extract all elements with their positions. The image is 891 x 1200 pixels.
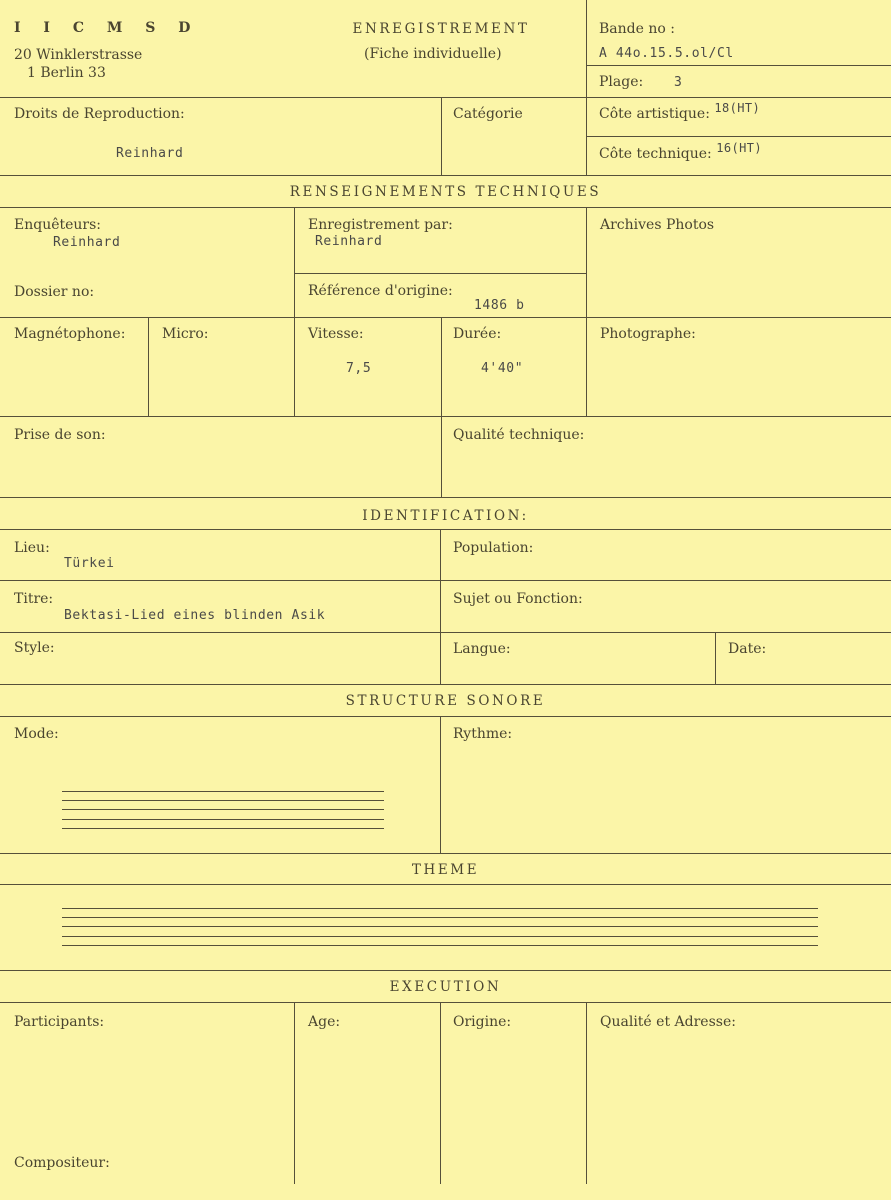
rule xyxy=(0,884,891,885)
bande-label: Bande no : xyxy=(599,21,675,37)
rule xyxy=(440,529,441,684)
rule xyxy=(294,207,295,416)
photographe-label: Photographe: xyxy=(600,326,696,342)
reference-label: Référence d'origine: xyxy=(308,283,453,299)
rule xyxy=(440,716,441,853)
mode-staff-line xyxy=(62,809,384,810)
cote-artistique-label xyxy=(599,101,761,122)
vitesse-value: 7,5 xyxy=(346,361,372,376)
lieu-value: Türkei xyxy=(64,556,115,571)
duree-value: 4'40" xyxy=(481,361,524,376)
age-label: Age: xyxy=(308,1014,341,1030)
reference-value: 1486 b xyxy=(474,298,525,313)
rule xyxy=(0,416,891,417)
theme-staff-line xyxy=(62,917,818,918)
section-execution-title: EXECUTION xyxy=(389,979,502,995)
rule xyxy=(0,684,891,685)
enregistrement-par-value: Reinhard xyxy=(315,234,383,249)
rule xyxy=(0,497,891,498)
rule xyxy=(0,970,891,971)
categorie-label: Catégorie xyxy=(453,106,523,122)
rule xyxy=(440,1002,441,1184)
rule xyxy=(586,207,587,416)
rule xyxy=(715,632,716,684)
rule xyxy=(0,175,891,176)
micro-label: Micro: xyxy=(162,326,209,342)
archives-photos-label: Archives Photos xyxy=(600,217,715,233)
droits-value: Reinhard xyxy=(116,146,184,161)
rule xyxy=(0,632,891,633)
rule xyxy=(148,317,149,416)
address-line-2: 1 Berlin 33 xyxy=(27,65,106,81)
form-title: ENREGISTREMENT xyxy=(352,21,530,37)
qualite-technique-label: Qualité technique: xyxy=(453,427,585,443)
rule xyxy=(441,97,442,175)
section-theme-title: THEME xyxy=(411,862,480,878)
form-subtitle: (Fiche individuelle) xyxy=(364,46,502,62)
rule xyxy=(0,1002,891,1003)
address-line-1: 20 Winklerstrasse xyxy=(14,47,143,63)
rule xyxy=(0,207,891,208)
mode-staff-line xyxy=(62,828,384,829)
participants-label: Participants: xyxy=(14,1014,105,1030)
rule xyxy=(0,97,891,98)
rule xyxy=(586,1002,587,1184)
enregistrement-par-label: Enregistrement par: xyxy=(308,217,453,233)
population-label: Population: xyxy=(453,540,534,556)
plage-label: Plage: xyxy=(599,74,644,90)
cote-artistique-label-text: Côte artistique: xyxy=(599,106,710,122)
mode-staff-line xyxy=(62,800,384,801)
cote-technique-value: 16(HT) xyxy=(716,141,762,155)
rule xyxy=(586,136,891,137)
magnetophone-label: Magnétophone: xyxy=(14,326,126,342)
cote-technique-label-text: Côte technique: xyxy=(599,146,712,162)
enqueteurs-value: Reinhard xyxy=(53,235,121,250)
style-label: Style: xyxy=(14,640,55,656)
cote-artistique-value: 18(HT) xyxy=(714,101,761,115)
bande-value: A 44o.15.5.ol/Cl xyxy=(599,46,734,61)
rule xyxy=(441,317,442,497)
prise-de-son-label: Prise de son: xyxy=(14,427,106,443)
mode-label: Mode: xyxy=(14,726,59,742)
langue-label: Langue: xyxy=(453,641,511,657)
dossier-label: Dossier no: xyxy=(14,284,95,300)
theme-staff-line xyxy=(62,936,818,937)
rule xyxy=(294,273,586,274)
rule xyxy=(0,529,891,530)
mode-staff-line xyxy=(62,791,384,792)
lieu-label: Lieu: xyxy=(14,540,50,556)
titre-label: Titre: xyxy=(14,591,54,607)
section-technique-title: RENSEIGNEMENTS TECHNIQUES xyxy=(289,184,602,200)
qualite-adresse-label: Qualité et Adresse: xyxy=(600,1014,736,1030)
date-label: Date: xyxy=(728,641,767,657)
theme-staff-line xyxy=(62,908,818,909)
droits-label: Droits de Reproduction: xyxy=(14,106,185,122)
titre-value: Bektasi-Lied eines blinden Asik xyxy=(64,608,326,623)
duree-label: Durée: xyxy=(453,326,502,342)
rule xyxy=(586,0,587,175)
theme-staff-line xyxy=(62,926,818,927)
theme-staff-line xyxy=(62,945,818,946)
origine-label: Origine: xyxy=(453,1014,512,1030)
sujet-label: Sujet ou Fonction: xyxy=(453,591,583,607)
rule xyxy=(586,65,891,66)
rythme-label: Rythme: xyxy=(453,726,513,742)
mode-staff-line xyxy=(62,819,384,820)
rule xyxy=(294,1002,295,1184)
cote-technique-label xyxy=(599,141,762,162)
rule xyxy=(0,716,891,717)
institute-logo: I I C M S D xyxy=(14,20,200,36)
rule xyxy=(0,580,891,581)
section-structure-title: STRUCTURE SONORE xyxy=(345,693,546,709)
plage-value: 3 xyxy=(674,75,683,90)
rule xyxy=(0,317,891,318)
rule xyxy=(0,853,891,854)
section-identification-title: IDENTIFICATION: xyxy=(362,508,529,524)
compositeur-label: Compositeur: xyxy=(14,1155,110,1171)
enqueteurs-label: Enquêteurs: xyxy=(14,217,102,233)
vitesse-label: Vitesse: xyxy=(308,326,364,342)
